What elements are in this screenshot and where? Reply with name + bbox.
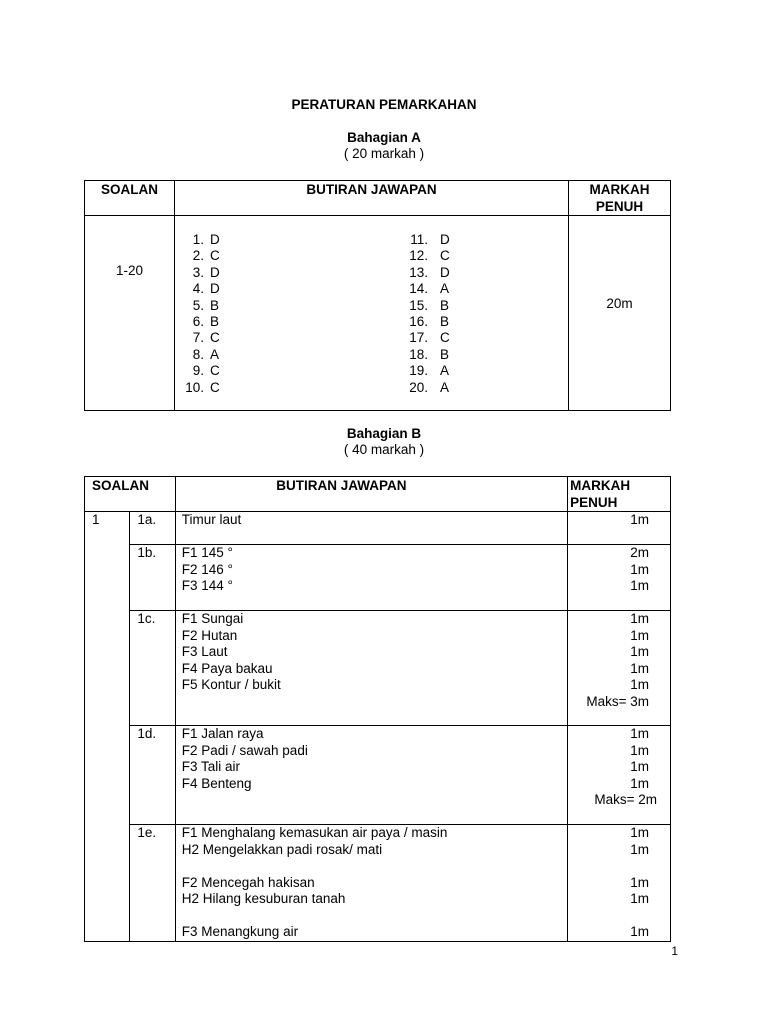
answer-number: 16.: [409, 313, 428, 329]
mark-value: 1m: [630, 742, 649, 758]
mark-value: 1m: [630, 924, 649, 939]
col-header-soalan-b: SOALAN: [85, 477, 176, 512]
mark-value: 1m: [630, 726, 649, 741]
answer-letter: D: [440, 264, 450, 280]
mark-cell: [568, 545, 671, 611]
answer-letter: C: [440, 330, 450, 346]
page-title: PERATURAN PEMARKAHAN: [291, 97, 477, 112]
question-part: 1c.: [130, 611, 175, 726]
answer-item: [400, 330, 550, 346]
col-header-markah: [569, 181, 671, 216]
answer-line: [182, 908, 567, 925]
answer-number: 13.: [409, 264, 428, 280]
answer-letter: C: [210, 248, 220, 264]
mark-value: 1m: [630, 644, 649, 659]
mark-cell: [568, 726, 671, 825]
answer-item: [400, 347, 550, 363]
answer-letter: D: [210, 264, 220, 280]
answer-line: H2 Mengelakkan padi rosak/ mati: [181, 841, 383, 857]
mark-value: 1m: [630, 677, 649, 692]
answer-detail-cell: [175, 726, 567, 825]
answer-line: [182, 792, 567, 809]
mark-cell: [568, 825, 671, 942]
question-part: 1d.: [130, 726, 175, 825]
col-header-markah-line1: MARKAH: [589, 182, 650, 197]
answer-number: 11.: [410, 232, 428, 247]
mark-value: 1m: [630, 841, 649, 857]
answer-number: 5.: [192, 297, 204, 313]
answer-letter: B: [210, 297, 220, 313]
answer-item: [176, 298, 376, 314]
answer-detail-cell: [175, 825, 567, 942]
answer-line: F2 Hutan: [181, 627, 238, 643]
mark-value: [568, 858, 649, 875]
answer-letter: B: [440, 297, 450, 313]
answers-right-column: [400, 232, 550, 396]
answer-line: [182, 694, 567, 711]
answer-letter: D: [440, 232, 450, 247]
section-b-table: [84, 476, 671, 942]
mark-value: [568, 908, 649, 925]
answer-letter: A: [440, 379, 450, 395]
answer-letter: B: [210, 313, 220, 329]
answer-number: 18.: [409, 346, 428, 362]
mark-value: 1m: [630, 775, 649, 791]
mark-value: 1m: [630, 874, 649, 890]
col-header-markah-b-line1: MARKAH: [570, 478, 631, 493]
answer-item: [400, 363, 550, 379]
question-part: 1a.: [130, 512, 175, 545]
answer-number: 19.: [409, 363, 428, 379]
section-a-heading: Bahagian A: [347, 130, 421, 145]
answer-line: F3 Tali air: [181, 759, 241, 774]
mark-value: 1m: [630, 891, 649, 906]
answer-line: F3 144 °: [181, 578, 233, 593]
answer-letter: D: [210, 232, 220, 247]
section-b-subheading: ( 40 markah ): [343, 442, 425, 457]
col-header-markah-b-line2: PENUH: [570, 494, 618, 510]
answer-detail-cell: [175, 611, 567, 726]
answer-detail-cell: [175, 545, 567, 611]
answer-number: 8.: [192, 346, 204, 362]
table-row: [85, 611, 671, 726]
answer-item: [400, 380, 550, 396]
answer-line: H2 Hilang kesuburan tanah: [181, 891, 346, 906]
answer-number: 3.: [192, 264, 204, 280]
section-a-answers-cell: [175, 216, 569, 411]
answer-line: F1 Menghalang kemasukan air paya / masin: [181, 825, 448, 840]
answer-item: [400, 281, 550, 297]
table-row: [85, 512, 671, 545]
answer-letter: B: [440, 313, 450, 329]
section-a-subheading: ( 20 markah ): [343, 146, 425, 161]
col-header-butiran: BUTIRAN JAWAPAN: [175, 181, 569, 216]
answer-item: [176, 363, 376, 379]
section-a-soalan-cell: 1-20: [85, 216, 175, 411]
answer-item: [176, 380, 376, 396]
answer-item: [176, 281, 376, 297]
col-header-soalan: SOALAN: [85, 181, 175, 216]
mark-value: 1m: [630, 627, 649, 643]
section-b-heading: Bahagian B: [346, 426, 422, 441]
answer-item: [400, 248, 550, 264]
answer-letter: A: [210, 346, 220, 362]
answer-line: Timur laut: [181, 512, 242, 527]
answer-line: F1 Jalan raya: [181, 726, 264, 741]
answer-number: 7.: [192, 330, 204, 346]
answer-item: [176, 248, 376, 264]
answer-number: 12.: [409, 248, 428, 264]
answer-letter: C: [210, 379, 220, 395]
mark-value: 1m: [630, 578, 649, 593]
section-a-table: [84, 180, 671, 411]
answer-line: F5 Kontur / bukit: [181, 677, 281, 692]
answer-line: [182, 858, 567, 875]
col-header-markah-b: [568, 477, 671, 512]
question-part: 1e.: [130, 825, 175, 942]
answer-item: [176, 232, 376, 248]
answer-number: 20.: [409, 379, 428, 395]
answer-number: 1.: [192, 232, 204, 247]
answer-letter: B: [440, 346, 450, 362]
answer-detail-cell: [175, 512, 567, 545]
answer-item: [176, 347, 376, 363]
answer-letter: D: [210, 281, 220, 297]
col-header-butiran-b: BUTIRAN JAWAPAN: [175, 477, 567, 512]
answer-number: 9.: [192, 363, 204, 379]
answer-line: F2 Padi / sawah padi: [181, 742, 308, 758]
answer-line: F1 Sungai: [181, 611, 244, 626]
answer-number: 15.: [409, 297, 428, 313]
answer-line: F2 146 °: [181, 561, 233, 577]
answer-item: [400, 314, 550, 330]
answer-line: F2 Mencegah hakisan: [181, 874, 315, 890]
question-number: 1: [85, 512, 130, 942]
section-a-markah-cell: 20m: [569, 216, 671, 411]
mark-value: Maks= 3m: [586, 693, 649, 709]
answer-number: 10.: [185, 379, 204, 395]
answers-left-column: [176, 232, 376, 396]
answer-letter: A: [440, 281, 450, 297]
answer-number: 4.: [192, 281, 204, 297]
mark-value: 1m: [630, 561, 649, 577]
answer-line: F3 Menangkung air: [181, 924, 299, 939]
answer-letter: A: [440, 363, 450, 379]
answer-number: 2.: [192, 248, 204, 264]
answer-line: F3 Laut: [181, 644, 228, 659]
mark-cell: [568, 611, 671, 726]
mark-value: Maks= 2m: [594, 792, 657, 807]
mark-value: 1m: [630, 825, 649, 840]
table-row: [85, 726, 671, 825]
question-part: 1b.: [130, 545, 175, 611]
answer-item: [400, 265, 550, 281]
col-header-markah-line2: PENUH: [595, 198, 644, 214]
answer-item: [176, 330, 376, 346]
answer-line: F4 Benteng: [181, 775, 252, 791]
mark-value: 1m: [630, 611, 649, 626]
mark-value: 2m: [630, 545, 649, 560]
answer-line: F1 145 °: [181, 545, 233, 560]
table-row: [85, 825, 671, 942]
answer-item: [176, 314, 376, 330]
mark-value: 1m: [630, 759, 649, 774]
mark-value: 1m: [630, 512, 649, 527]
answer-line: F4 Paya bakau: [181, 660, 273, 676]
mark-value: 1m: [630, 660, 649, 676]
table-row: [85, 545, 671, 611]
answer-item: [176, 265, 376, 281]
answer-letter: C: [440, 248, 450, 264]
page-number: 1: [671, 944, 678, 958]
answer-number: 17.: [409, 330, 428, 346]
answer-item: [400, 232, 550, 248]
answer-letter: C: [210, 330, 220, 346]
answer-number: 6.: [192, 313, 204, 329]
answer-item: [400, 298, 550, 314]
answer-letter: C: [210, 363, 220, 379]
answer-number: 14.: [409, 281, 428, 297]
mark-cell: [568, 512, 671, 545]
